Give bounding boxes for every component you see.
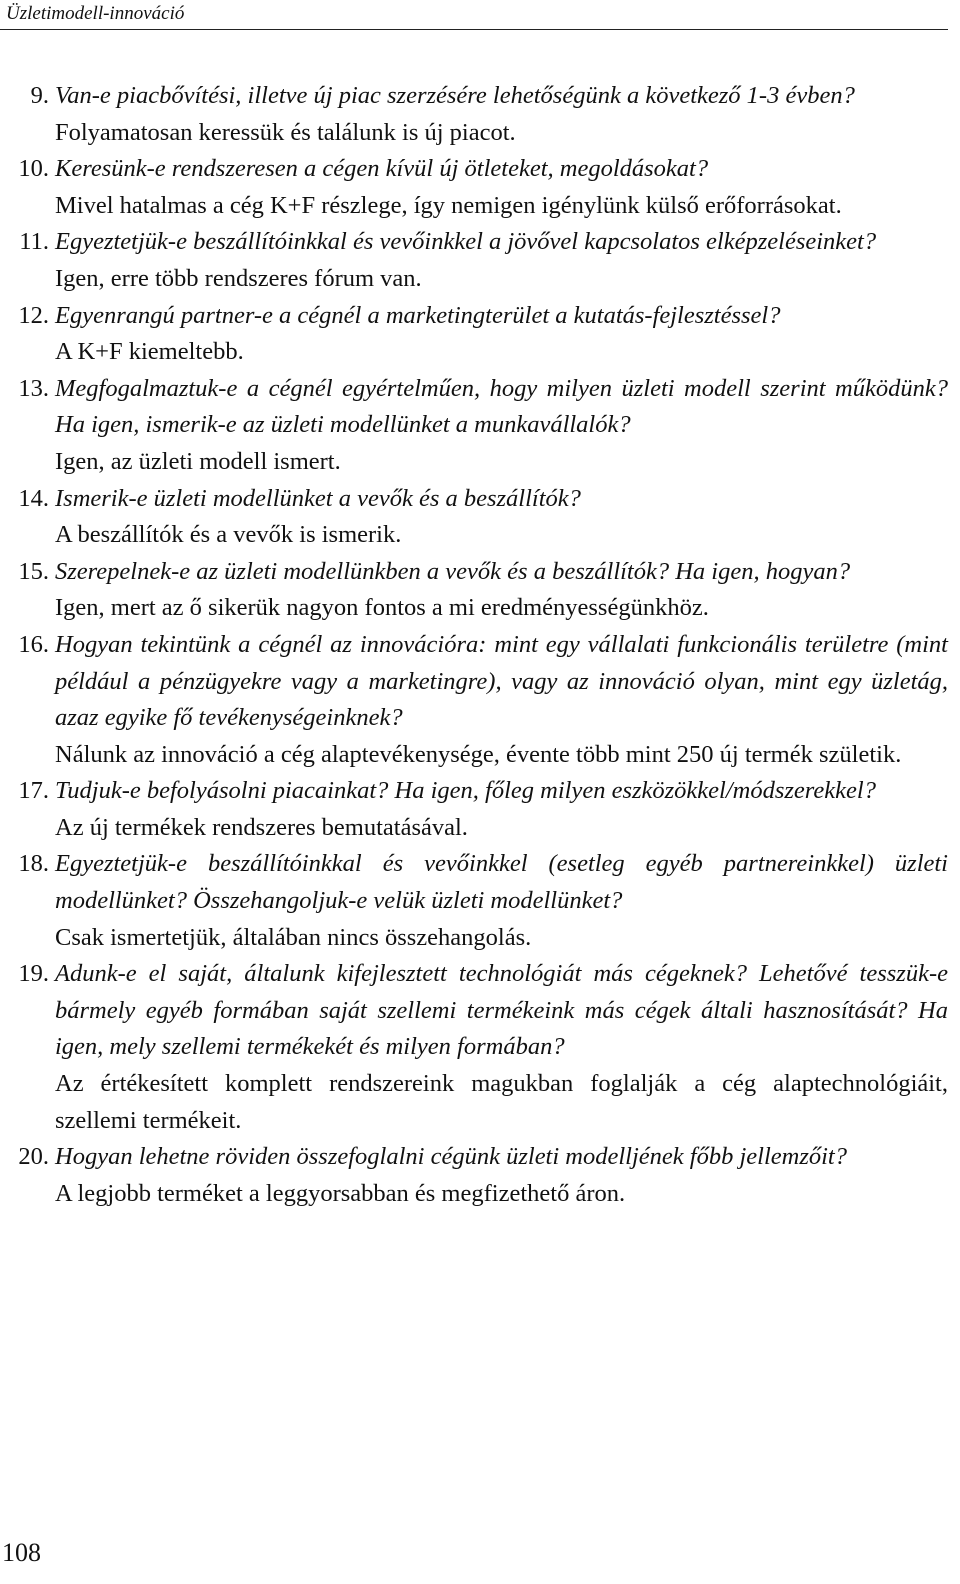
question-text: Adunk-e el saját, általunk kifejlesztett technológiát más cégeknek? Lehetővé tesszük-e bármely egyéb formában saját szellemi termékeink más cégek általi hasznosítását? Ha igen, mely szellemi termékekét és milyen formában? xyxy=(55,960,948,1061)
item-number: 13. xyxy=(18,374,49,402)
item-body xyxy=(49,151,948,224)
answer-text: Folyamatosan keressük és találunk is új piacot. xyxy=(55,118,516,146)
answer-text: A legjobb terméket a leggyorsabban és megfizethető áron. xyxy=(55,1179,626,1207)
answer-text: Csak ismertetjük, általában nincs összehangolás. xyxy=(55,923,532,951)
item-body xyxy=(49,627,948,773)
item-body xyxy=(49,846,948,956)
item-number: 17. xyxy=(18,777,49,805)
item-number: 12. xyxy=(18,301,49,329)
item-body xyxy=(49,1139,948,1212)
question-text: Egyeztetjük-e beszállítóinkkal és vevőinkkel (esetleg egyéb partnereinkkel) üzleti modellünket? Összehangoljuk-e velük üzleti modellünket? xyxy=(55,850,948,915)
header-rule xyxy=(0,29,948,30)
answer-text: Nálunk az innováció a cég alaptevékenysége, évente több mint 250 új termék születik. xyxy=(55,740,902,768)
qa-item-11 xyxy=(6,224,948,297)
qa-item-18 xyxy=(6,846,948,956)
question-text: Hogyan lehetne röviden összefoglalni cégünk üzleti modelljének főbb jellemzőit? xyxy=(55,1143,847,1171)
answer-text: A K+F kiemeltebb. xyxy=(55,338,244,366)
qa-item-12 xyxy=(6,298,948,371)
question-text: Egyenrangú partner-e a cégnél a marketingterület a kutatás-fejlesztéssel? xyxy=(55,301,781,329)
answer-text: Igen, az üzleti modell ismert. xyxy=(55,447,341,475)
question-answer-list xyxy=(6,78,948,1212)
answer-text: Az új termékek rendszeres bemutatásával. xyxy=(55,813,468,841)
item-body xyxy=(49,956,948,1139)
page-number: 108 xyxy=(2,1538,41,1567)
question-text: Ismerik-e üzleti modellünket a vevők és a beszállítók? xyxy=(55,484,581,512)
item-body xyxy=(49,78,948,151)
qa-item-20 xyxy=(6,1139,948,1212)
question-text: Hogyan tekintünk a cégnél az innovációra: mint egy vállalati funkcionális területre (mint például a pénzügyekre vagy a marketingre), vagy az innováció olyan, mint egy üzletág, azaz egyike fő tevékenységeinknek? xyxy=(55,630,948,732)
question-text: Megfogalmaztuk-e a cégnél egyértelműen, hogy milyen üzleti modell szerint működünk? Ha igen, ismerik-e az üzleti modellünket a munkavállalók? xyxy=(55,374,948,439)
item-body xyxy=(49,224,948,297)
question-text: Egyeztetjük-e beszállítóinkkal és vevőinkkel a jövővel kapcsolatos elképzeléseinket? xyxy=(55,228,877,256)
qa-item-9 xyxy=(6,78,948,151)
answer-text: Mivel hatalmas a cég K+F részlege, így nemigen igénylünk külső erőforrásokat. xyxy=(55,191,842,219)
qa-item-13 xyxy=(6,371,948,481)
item-number: 15. xyxy=(18,557,49,585)
qa-item-14 xyxy=(6,481,948,554)
qa-item-19 xyxy=(6,956,948,1139)
answer-text: Az értékesített komplett rendszereink magukban foglalják a cég alaptechnológiáit, szellemi termékeit. xyxy=(55,1070,948,1134)
item-body xyxy=(49,773,948,846)
item-body xyxy=(49,298,948,371)
question-text: Tudjuk-e befolyásolni piacainkat? Ha igen, főleg milyen eszközökkel/módszerekkel? xyxy=(55,777,876,805)
qa-item-15 xyxy=(6,554,948,627)
item-number: 16. xyxy=(18,630,49,658)
item-number: 10. xyxy=(18,155,49,183)
answer-text: A beszállítók és a vevők is ismerik. xyxy=(55,521,402,549)
item-number: 9. xyxy=(30,82,49,109)
answer-text: Igen, erre több rendszeres fórum van. xyxy=(55,264,422,292)
question-text: Keresünk-e rendszeresen a cégen kívül új ötleteket, megoldásokat? xyxy=(55,155,709,183)
item-body xyxy=(49,554,948,627)
item-body xyxy=(49,371,948,481)
question-text: Szerepelnek-e az üzleti modellünkben a vevők és a beszállítók? Ha igen, hogyan? xyxy=(55,557,851,585)
qa-item-17 xyxy=(6,773,948,846)
answer-text: Igen, mert az ő sikerük nagyon fontos a mi eredményességünkhöz. xyxy=(55,594,709,622)
qa-item-10 xyxy=(6,151,948,224)
item-number: 11. xyxy=(19,228,49,256)
item-number: 14. xyxy=(18,484,49,512)
question-text: Van-e piacbővítési, illetve új piac szerzésére lehetőségünk a következő 1-3 évben? xyxy=(55,82,855,109)
qa-item-16 xyxy=(6,627,948,773)
item-number: 18. xyxy=(18,850,49,878)
item-number: 20. xyxy=(18,1143,49,1171)
running-header-title: Üzletimodell-innováció xyxy=(6,3,185,24)
item-body xyxy=(49,481,948,554)
item-number: 19. xyxy=(18,960,49,988)
